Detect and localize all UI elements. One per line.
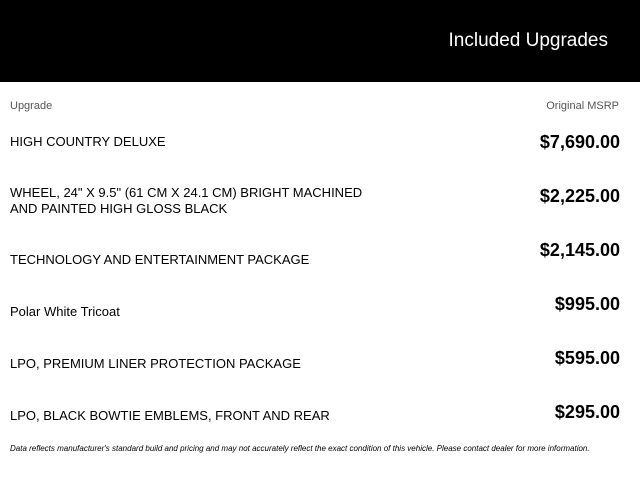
upgrade-name: LPO, PREMIUM LINER PROTECTION PACKAGE — [10, 356, 301, 371]
upgrade-name: LPO, BLACK BOWTIE EMBLEMS, FRONT AND REAR — [10, 408, 330, 423]
upgrade-name: Polar White Tricoat — [10, 304, 120, 319]
upgrade-price: $2,225.00 — [539, 186, 620, 206]
upgrade-price: $7,690.00 — [539, 132, 620, 152]
upgrade-row — [0, 290, 640, 344]
upgrade-row — [0, 236, 640, 290]
upgrade-name: TECHNOLOGY AND ENTERTAINMENT PACKAGE — [10, 252, 310, 267]
upgrade-price: $595.00 — [554, 348, 620, 368]
upgrade-row — [0, 180, 640, 234]
header-bar — [0, 0, 640, 82]
column-header-upgrade: Upgrade — [10, 100, 53, 112]
column-header-msrp: Original MSRP — [546, 100, 619, 112]
upgrade-price: $295.00 — [554, 402, 620, 422]
upgrade-name: WHEEL, 24" X 9.5" (61 CM X 24.1 CM) BRIGHT MACHINED AND PAINTED HIGH GLOSS BLACK — [10, 185, 363, 216]
upgrade-name: HIGH COUNTRY DELUXE — [10, 134, 166, 149]
upgrade-row — [0, 344, 640, 398]
upgrade-price: $2,145.00 — [539, 240, 620, 260]
page-title: Included Upgrades — [448, 30, 608, 51]
disclaimer-text: Data reflects manufacturer's standard build and pricing and may not accurately reflect the exact condition of this vehicle. Please contact dealer for more information. — [10, 444, 590, 453]
upgrade-price: $995.00 — [554, 294, 620, 314]
upgrade-row — [0, 128, 640, 182]
